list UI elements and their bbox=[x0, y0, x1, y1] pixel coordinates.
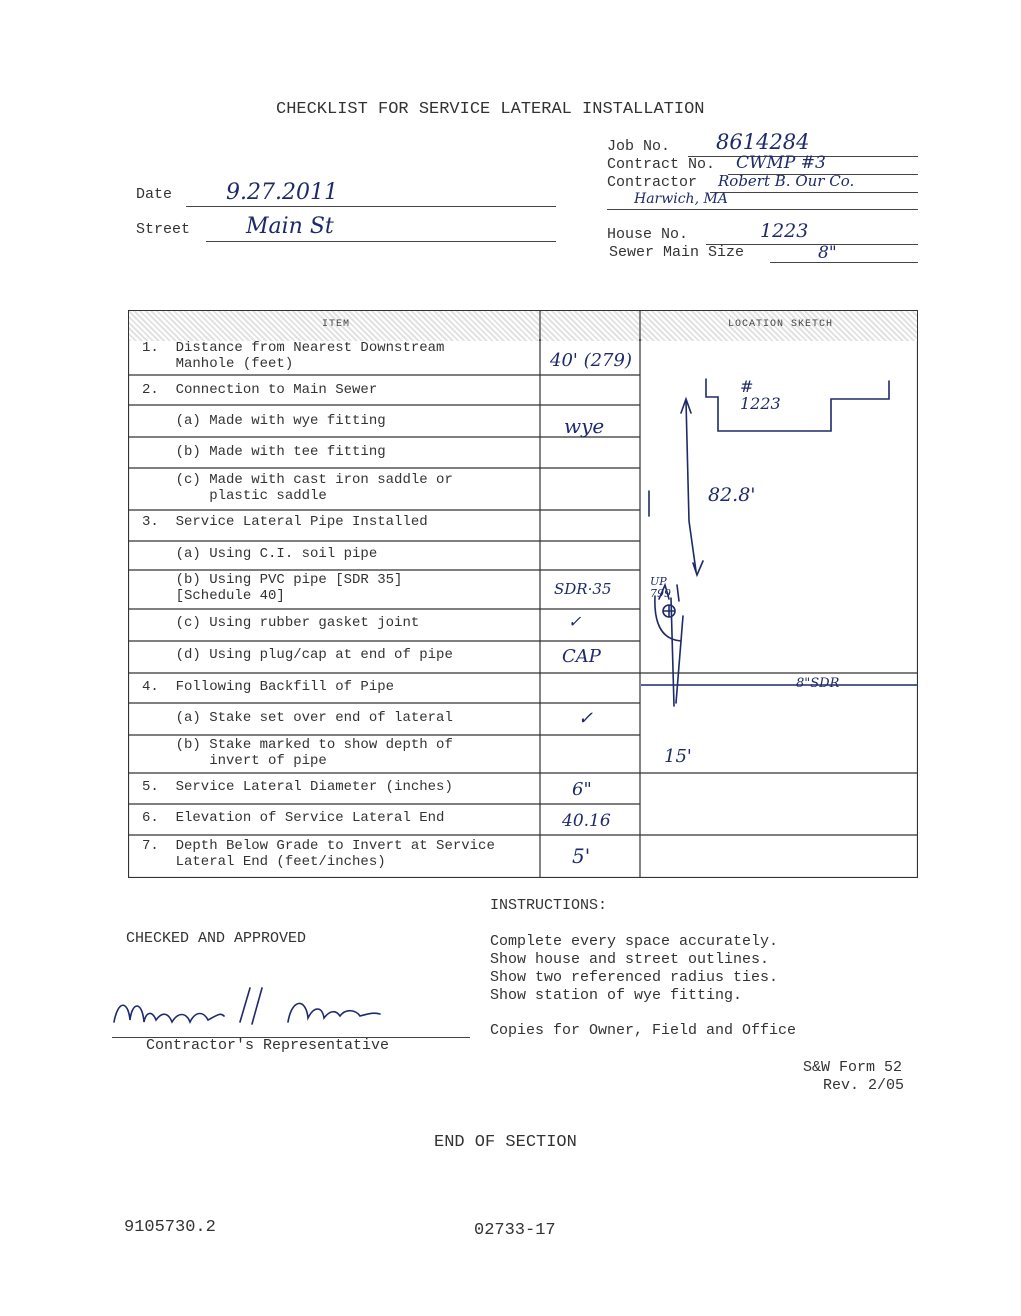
row-2-label: 2. Connection to Main Sewer bbox=[142, 382, 378, 398]
copies-note: Copies for Owner, Field and Office bbox=[490, 1022, 797, 1039]
date-value[interactable]: 9.27.2011 bbox=[226, 180, 338, 205]
street-value[interactable]: Main St bbox=[246, 214, 334, 239]
page-number: 02733-17 bbox=[474, 1221, 556, 1240]
row-4-label: 4. Following Backfill of Pipe bbox=[142, 679, 395, 695]
form-revision: Rev. 2/05 bbox=[823, 1077, 905, 1094]
row-3d-value[interactable]: CAP bbox=[562, 646, 601, 667]
row-3c-label: (c) Using rubber gasket joint bbox=[142, 615, 420, 631]
row-3c-value[interactable]: ✓ bbox=[568, 612, 582, 631]
checked-approved-label: CHECKED AND APPROVED bbox=[126, 930, 307, 947]
row-3b-label: (b) Using PVC pipe [SDR 35] [Schedule 40] bbox=[175, 572, 403, 604]
row-6-value[interactable]: 40.16 bbox=[562, 811, 611, 831]
sketch-up-label: UP 799 bbox=[650, 575, 671, 600]
row-3a-label: (a) Using C.I. soil pipe bbox=[142, 546, 378, 562]
sketch-main-label: 8"SDR bbox=[796, 676, 840, 691]
form-number: S&W Form 52 bbox=[803, 1059, 903, 1076]
house-no-value[interactable]: 1223 bbox=[760, 220, 809, 242]
house-no-label: House No. bbox=[607, 226, 689, 243]
row-3-label: 3. Service Lateral Pipe Installed bbox=[142, 514, 428, 530]
page-title: CHECKLIST FOR SERVICE LATERAL INSTALLATION bbox=[276, 100, 705, 119]
row-4b-label: (b) Stake marked to show depth of invert of pipe bbox=[175, 737, 453, 769]
job-no-value[interactable]: 8614284 bbox=[716, 130, 810, 154]
row-2c-label: (c) Made with cast iron saddle or plastic saddle bbox=[175, 472, 453, 504]
contractor-label: Contractor bbox=[607, 174, 698, 191]
row-5-value[interactable]: 6" bbox=[572, 779, 592, 800]
row-3b-value[interactable]: SDR·35 bbox=[554, 580, 612, 598]
contractor-signature bbox=[110, 982, 400, 1042]
sewer-main-label: Sewer Main Size bbox=[609, 244, 745, 261]
checklist-table bbox=[128, 310, 918, 878]
instruction-line: Show station of wye fitting. bbox=[490, 987, 743, 1004]
sketch-house-label: # 1223 bbox=[740, 377, 781, 413]
instruction-line: Complete every space accurately. bbox=[490, 933, 779, 950]
street-label: Street bbox=[136, 221, 191, 238]
sketch-column-header: LOCATION SKETCH bbox=[728, 319, 834, 330]
contract-no-label: Contract No. bbox=[607, 156, 716, 173]
instruction-line: Show house and street outlines. bbox=[490, 951, 770, 968]
date-label: Date bbox=[136, 186, 173, 203]
row-6-label: 6. Elevation of Service Lateral End bbox=[142, 810, 445, 826]
row-5-label: 5. Service Lateral Diameter (inches) bbox=[142, 779, 453, 795]
contractor-rep-label: Contractor's Representative bbox=[146, 1037, 390, 1054]
row-4a-label: (a) Stake set over end of lateral bbox=[142, 710, 453, 726]
sketch-distance-label: 82.8' bbox=[708, 484, 756, 506]
contractor-value-line2[interactable]: Harwich, MA bbox=[634, 191, 728, 207]
job-no-label: Job No. bbox=[607, 138, 671, 155]
end-of-section: END OF SECTION bbox=[434, 1133, 577, 1152]
row-2b-label: (b) Made with tee fitting bbox=[142, 444, 386, 460]
row-4a-value[interactable]: ✓ bbox=[578, 708, 594, 729]
document-number: 9105730.2 bbox=[124, 1218, 216, 1237]
instructions-title: INSTRUCTIONS: bbox=[490, 897, 608, 914]
row-7-value[interactable]: 5' bbox=[572, 844, 591, 868]
row-2a-value[interactable]: wye bbox=[564, 414, 605, 438]
item-column-header: ITEM bbox=[322, 319, 351, 330]
row-1-value[interactable]: 40' (279) bbox=[550, 350, 632, 371]
contractor-value[interactable]: Robert B. Our Co. bbox=[718, 172, 855, 190]
row-1-label: 1. Distance from Nearest Downstream Manhole (feet) bbox=[142, 340, 445, 372]
row-7-label: 7. Depth Below Grade to Invert at Service Lateral End (feet/inches) bbox=[142, 838, 495, 870]
sewer-main-value[interactable]: 8" bbox=[818, 243, 837, 263]
sketch-offset-label: 15' bbox=[664, 746, 692, 767]
row-2a-label: (a) Made with wye fitting bbox=[142, 413, 386, 429]
location-sketch bbox=[641, 341, 917, 877]
contract-no-value[interactable]: CWMP #3 bbox=[736, 153, 826, 173]
row-3d-label: (d) Using plug/cap at end of pipe bbox=[142, 647, 453, 663]
instruction-line: Show two referenced radius ties. bbox=[490, 969, 779, 986]
